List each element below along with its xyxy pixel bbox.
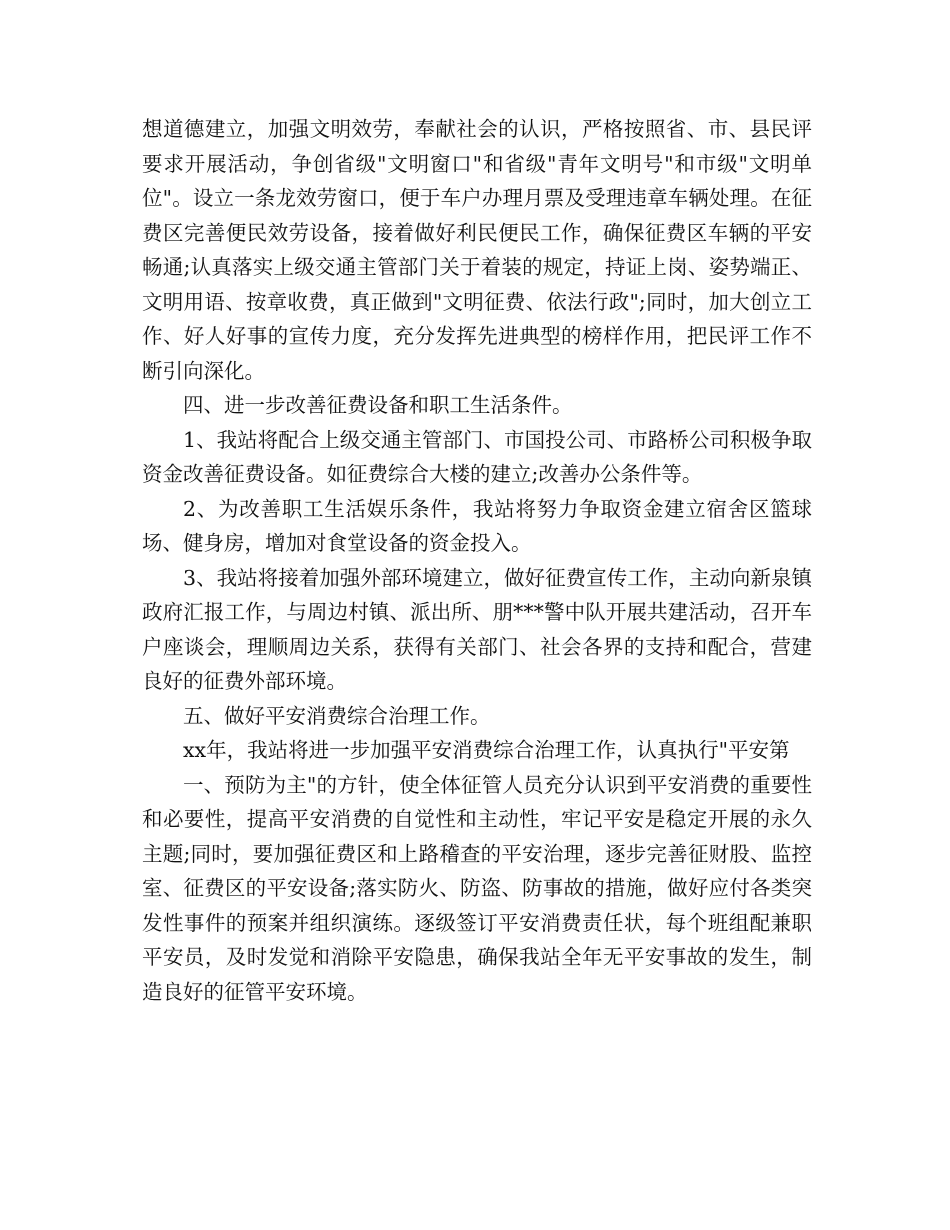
section-heading-five: 五、做好平安消费综合治理工作。 (183, 703, 491, 728)
paragraph-item-3: 3、我站将接着加强外部环境建立，做好征费宣传工作，主动向新泉镇政府汇报工作，与周边村镇、派出所、朋***警中队开展共建活动，召开车户座谈会，理顺周边关系，获得有关部门、社会各界的支持和配合，营建良好的征费外部环境。 (142, 565, 812, 693)
paragraph-safety-intro: xx年，我站将进一步加强平安消费综合治理工作，认真执行"平安第 (183, 738, 790, 762)
document-body (142, 112, 812, 1009)
paragraph-item-1: 1、我站将配合上级交通主管部门、市国投公司、市路桥公司积极争取资金改善征费设备。如征费综合大楼的建立;改善办公条件等。 (142, 427, 812, 486)
paragraph-item-2: 2、为改善职工生活娱乐条件，我站将努力争取资金建立宿舍区篮球场、健身房，增加对食堂设备的资金投入。 (142, 496, 812, 555)
section-heading-four: 四、进一步改善征费设备和职工生活条件。 (183, 393, 573, 417)
paragraph-civility-service: 想道德建立，加强文明效劳，奉献社会的认识，严格按照省、市、县民评要求开展活动，争创省级"文明窗口"和省级"青年文明号"和市级"文明单位"。设立一条龙效劳窗口，便于车户办理月票及受理违章车辆处理。在征费区完善便民效劳设备，接着做好利民便民工作，确保征费区车辆的平安畅通;认真落实上级交通主管部门关于着装的规定，持证上岗、姿势端正、文明用语、按章收费，真正做到"文明征费、依法行政";同时，加大创立工作、好人好事的宣传力度，充分发挥先进典型的榜样作用，把民评工作不断引向深化。 (142, 117, 812, 383)
paragraph-safety-policy: 一、预防为主"的方针，使全体征管人员充分认识到平安消费的重要性和必要性，提高平安消费的自觉性和主动性，牢记平安是稳定开展的永久主题;同时，要加强征费区和上路稽查的平安治理，逐步完善征财股、监控室、征费区的平安设备;落实防火、防盗、防事故的措施，做好应付各类突发性事件的预案并组织演练。逐级签订平安消费责任状，每个班组配兼职平安员，及时发觉和消除平安隐患，确保我站全年无平安事故的发生，制造良好的征管平安环境。 (142, 772, 812, 1004)
